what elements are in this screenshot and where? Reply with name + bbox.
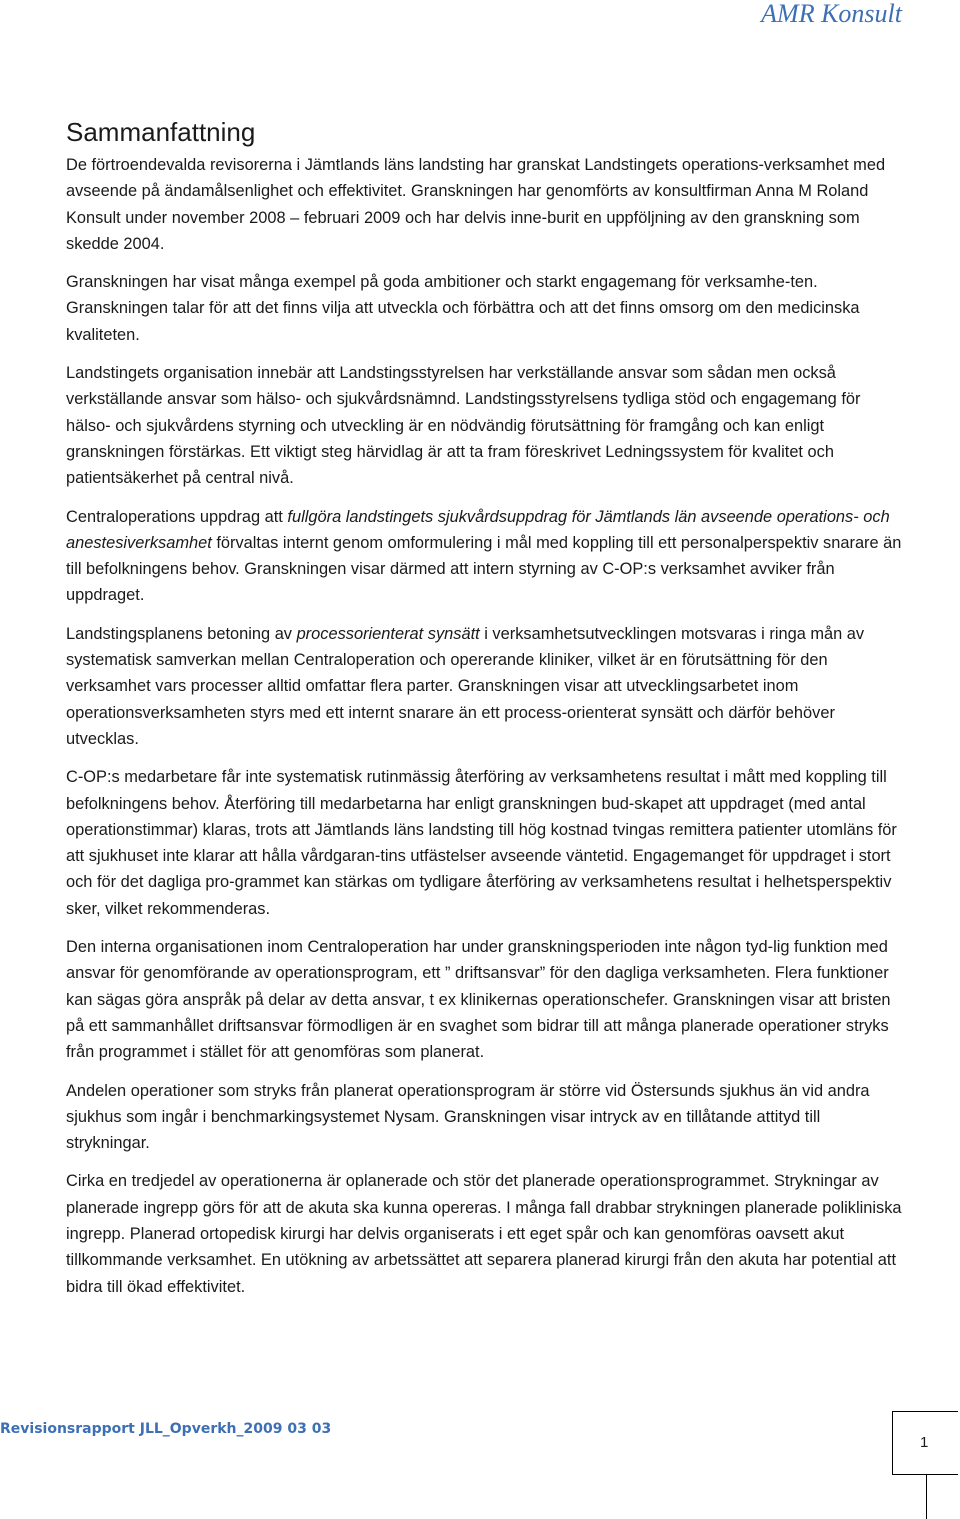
text-segment: Den interna organisationen inom Centraloperation har under granskningsperioden inte någon tyd-lig funktion med ansvar för genomförande av operationsprogram, ett ” driftsansvar” för den dagliga verksamheten. Flera funktioner kan sägas göra anspråk på delar av detta ansvar, t ex klinikernas operationschefer. Granskningen visar att bristen på ett sammanhållet driftsansvar förmodligen är en svaghet som bidrar till att många planerade operationer stryks från programmet i stället för att genomföras som planerat. bbox=[66, 938, 891, 1062]
italic-text: fullgöra landstingets sjukvårdsuppdrag för Jämtlands län avseende operations- och anestesiverksamhet bbox=[66, 507, 890, 552]
text-segment: Landstingets organisation innebär att Landstingsstyrelsen har verkställande ansvar som sådan men också verkställande ansvar som hälso- och sjukvårdsnämnd. Landstingsstyrelsens tydliga stöd och engagemang för hälso- och sjukvårdens styrning och utveckling är en nödvändig förutsättning för framgång och kan enligt granskningen förstärkas. Ett viktigt steg härvidlag är att ta fram föreskrivet Ledningssystem för kvalitet och patientsäkerhet på central nivå. bbox=[66, 364, 861, 488]
paragraph bbox=[66, 360, 902, 491]
text-segment: förvaltas internt genom omformulering i mål med koppling till ett personalperspektiv snarare än till befolkningens behov. Granskningen visar därmed att intern styrning av C-OP:s verksamhet avviker från uppdraget. bbox=[66, 533, 902, 605]
paragraph bbox=[66, 269, 902, 348]
italic-text: processorienterat synsätt bbox=[296, 624, 480, 643]
page-title: Sammanfattning bbox=[66, 117, 256, 147]
page-number: 1 bbox=[920, 1434, 929, 1451]
text-segment: C-OP:s medarbetare får inte systematisk rutinmässig återföring av verksamhetens resultat i mått med koppling till befolkningens behov. Återföring till medarbetarna har enligt granskningen bud-skapet att uppdraget (med antal operationstimmar) klaras, trots att Jämtlands läns landsting till hög kostnad tvingas remittera patienter utomläns för att sjukhuset inte klarar att hålla vårdgaran-tins utfästelser avseende väntetid. Engagemanget för uppdraget i stort och för det dagliga pro-grammet kan stärkas om tydligare återföring av verksamhetens resultat i helhetsperspektiv sker, vilket rekommenderas. bbox=[66, 768, 897, 918]
text-segment: Landstingsplanens betoning av bbox=[66, 624, 297, 643]
text-segment: Centraloperations uppdrag att bbox=[66, 507, 288, 526]
text-segment: Granskningen har visat många exempel på goda ambitioner och starkt engagemang för verksamhe-ten. Granskningen talar för att det finns vilja att utveckla och förbättra och att det finns omsorg om den medicinska kvaliteten. bbox=[66, 273, 860, 344]
text-segment: Andelen operationer som stryks från planerat operationsprogram är större vid Östersunds sjukhus än vid andra sjukhus som ingår i benchmarkingsystemet Nysam. Granskningen visar intryck av en tillåtande attityd till strykningar. bbox=[66, 1081, 870, 1153]
company-brand: AMR Konsult bbox=[761, 0, 902, 28]
document-body bbox=[66, 116, 902, 1312]
paragraph bbox=[66, 1078, 902, 1157]
paragraph bbox=[66, 504, 902, 609]
text-segment: De förtroendevalda revisorerna i Jämtlands läns landsting har granskat Landstingets operations-verksamhet med avseende på ändamålsenlighet och effektivitet. Granskningen har genomförts av konsultfirman Anna M Roland Konsult under november 2008 – februari 2009 och har delvis inne-burit en uppföljning av den granskning som skedde 2004. bbox=[66, 156, 886, 253]
text-segment: Cirka en tredjedel av operationerna är oplanerade och stör det planerade operationsprogrammet. Strykningar av planerade ingrepp görs för att de akuta ska kunna opereras. I många fall drabbar strykningen planerade polikliniska ingrepp. Planerad ortopedisk kirurgi har delvis organiserats i ett eget spår och kan genomföras oavsett akut tillkommande verksamhet. En utökning av arbetssättet att separera planerad kirurgi från den akuta har potential att bidra till ökad effektivitet. bbox=[66, 1172, 902, 1296]
paragraph bbox=[66, 764, 902, 922]
paragraph-list bbox=[66, 152, 902, 1300]
paragraph bbox=[66, 934, 902, 1065]
paragraph bbox=[66, 1168, 902, 1299]
paragraph bbox=[66, 152, 902, 257]
text-segment: i verksamhetsutvecklingen motsvaras i ringa mån av systematisk samverkan mellan Centraloperation och opererande kliniker, vilket är en förutsättning för den verksamhet vars processer alltid omfattar flera parter. Granskningen visar att utvecklingsarbetet inom operationsverksamheten styrs med ett internt snarare än ett process-orienterat synsätt och därför behöver utvecklas. bbox=[66, 624, 865, 748]
page-corner-line bbox=[926, 1475, 927, 1519]
report-reference: Revisionsrapport JLL_Opverkh_2009 03 03 bbox=[0, 1421, 332, 1437]
paragraph bbox=[66, 621, 902, 752]
